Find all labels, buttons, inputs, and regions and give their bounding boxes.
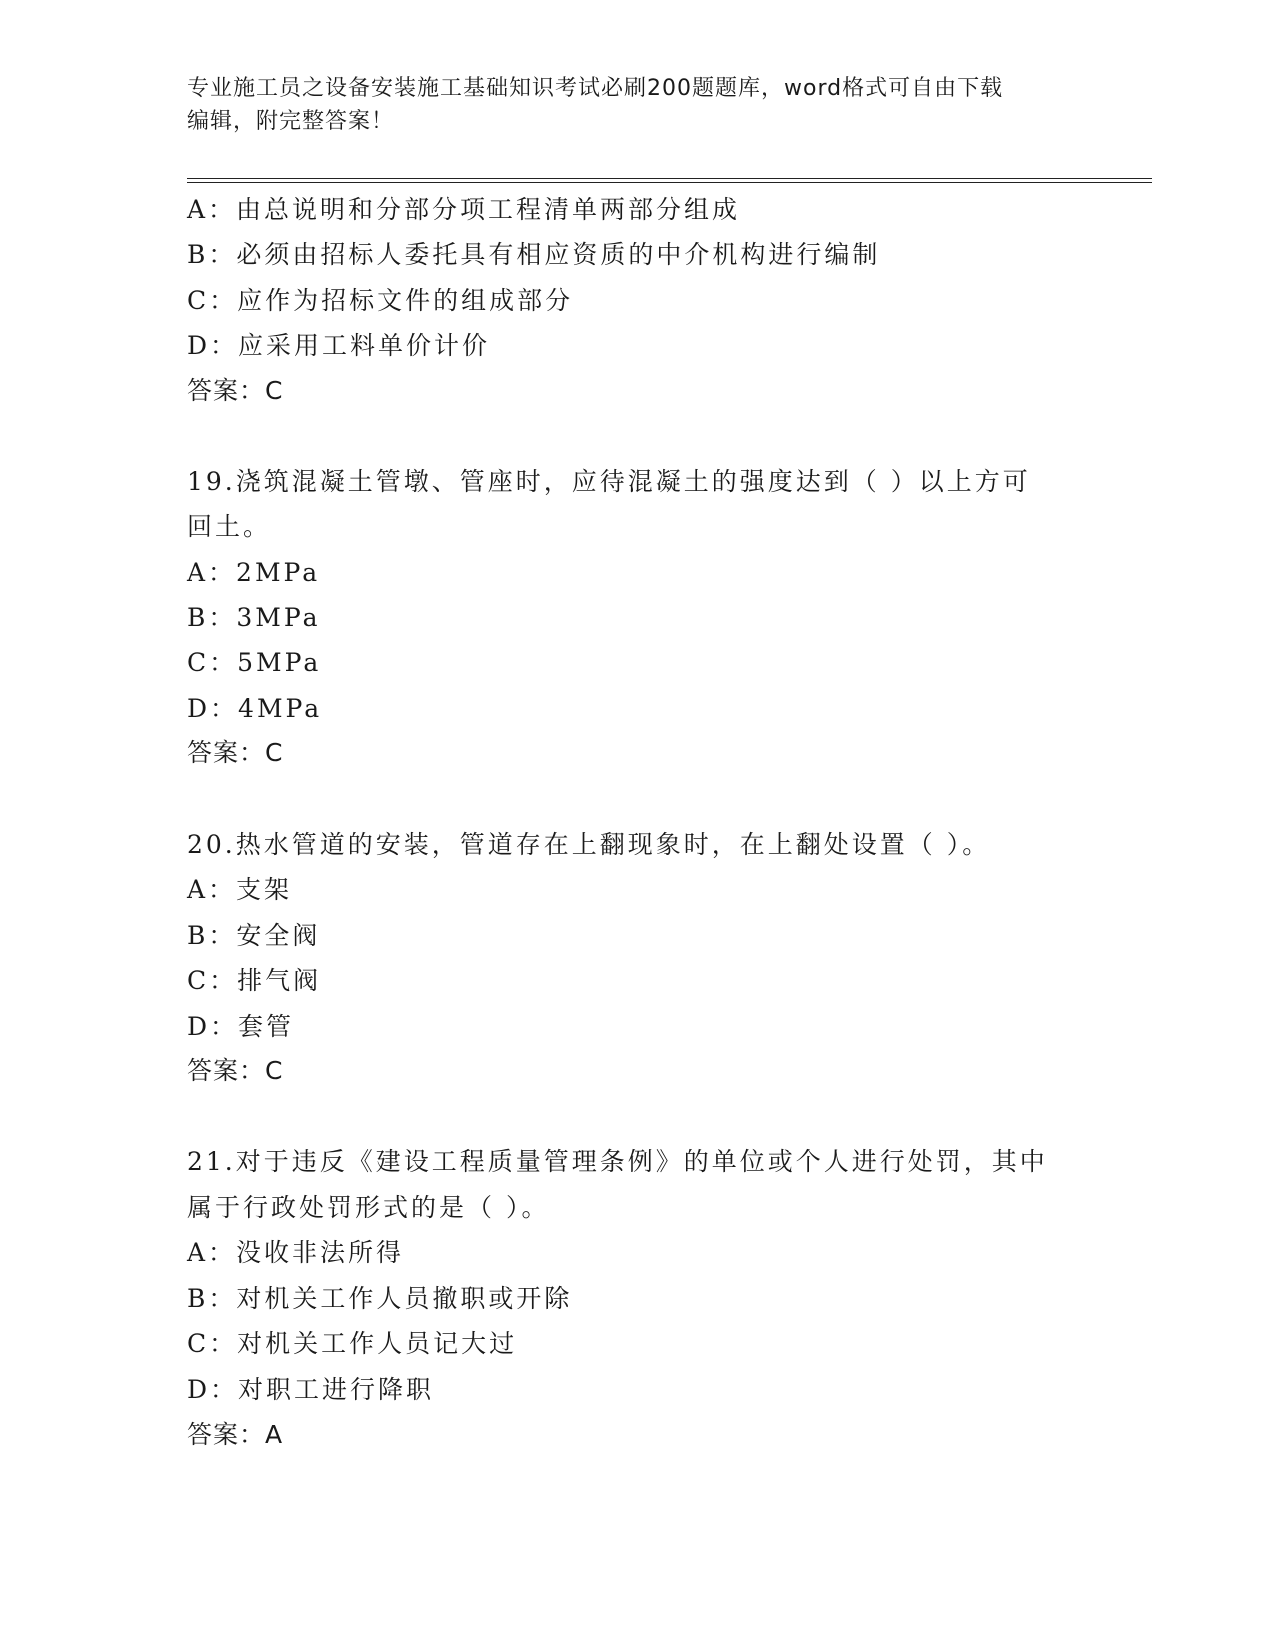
q19-option-b: B：3MPa xyxy=(187,603,321,632)
q20-option-c: C：排气阀 xyxy=(187,966,322,995)
header-line-2: 编辑，附完整答案！ xyxy=(187,109,395,134)
q19-stem-line-2: 回土。 xyxy=(187,512,272,541)
q21-stem-line-2: 属于行政处罚形式的是（ ）。 xyxy=(187,1193,550,1222)
q18-answer: 答案：C xyxy=(187,376,284,405)
q18-option-c: C：应作为招标文件的组成部分 xyxy=(187,286,574,315)
header-line-1: 专业施工员之设备安装施工基础知识考试必刷200题题库，word格式可自由下载 xyxy=(187,76,1004,101)
q19-stem-line-1: 19.浇筑混凝土管墩、管座时，应待混凝土的强度达到（ ）以上方可 xyxy=(187,467,1031,496)
q18-option-a: A：由总说明和分部分项工程清单两部分组成 xyxy=(187,195,741,224)
q20-option-b: B：安全阀 xyxy=(187,921,321,950)
q21-stem-line-1: 21.对于违反《建设工程质量管理条例》的单位或个人进行处罚，其中 xyxy=(187,1147,1048,1176)
q20-stem-line-1: 20.热水管道的安装，管道存在上翻现象时，在上翻处设置（ ）。 xyxy=(187,830,991,859)
q21-option-c: C：对机关工作人员记大过 xyxy=(187,1329,518,1358)
q18-option-b: B：必须由招标人委托具有相应资质的中介机构进行编制 xyxy=(187,240,881,269)
header-rule-bottom xyxy=(187,182,1152,183)
q20-option-d: D：套管 xyxy=(187,1012,295,1041)
q20-option-a: A：支架 xyxy=(187,875,293,904)
q19-option-d: D：4MPa xyxy=(187,694,323,723)
q19-option-c: C：5MPa xyxy=(187,648,322,677)
q19-answer: 答案：C xyxy=(187,738,284,767)
q19-option-a: A：2MPa xyxy=(187,558,321,587)
q21-option-d: D：对职工进行降职 xyxy=(187,1375,435,1404)
document-header xyxy=(187,72,1067,138)
header-rule-top xyxy=(187,178,1152,179)
q20-answer: 答案：C xyxy=(187,1056,284,1085)
q18-option-d: D：应采用工料单价计价 xyxy=(187,331,491,360)
q21-option-a: A：没收非法所得 xyxy=(187,1238,405,1267)
q21-answer: 答案：A xyxy=(187,1420,284,1449)
q21-option-b: B：对机关工作人员撤职或开除 xyxy=(187,1284,573,1313)
